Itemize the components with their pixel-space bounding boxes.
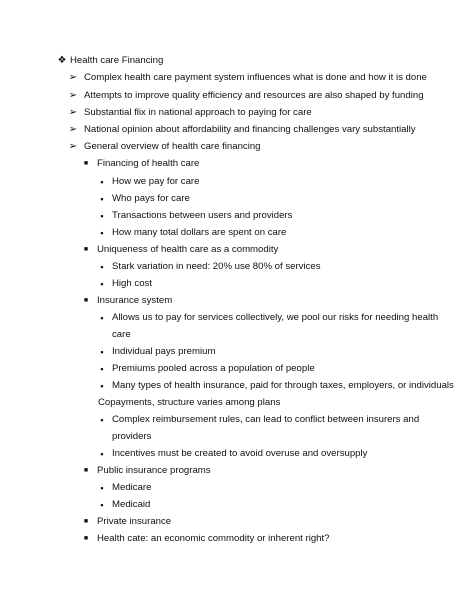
dot-bullet-icon: • [100,364,104,374]
list-item: Complex health care payment system influences what is done and how it is done [84,72,427,83]
list-item: General overview of health care financing [84,141,261,152]
list-item: Complex reimbursement rules, can lead to conflict between insurers and [112,414,420,425]
arrow-bullet-icon: ➢ [68,141,78,152]
list-item: Private insurance [97,516,172,527]
dot-bullet-icon: • [100,313,104,323]
dot-bullet-icon: • [100,194,104,204]
list-item: High cost [112,278,152,289]
arrow-bullet-icon: ➢ [68,107,78,118]
list-item: Uniqueness of health care as a commodity [97,244,279,255]
square-bullet-icon: ■ [83,160,89,167]
diamond-bullet-icon: ❖ [57,55,67,66]
list-item: Medicaid [112,499,151,510]
list-item: Medicare [112,482,152,493]
list-item: Allows us to pay for services collectively, we pool our risks for needing health [112,312,439,323]
dot-bullet-icon: • [100,415,104,425]
list-item: Premiums pooled across a population of people [112,363,315,374]
dot-bullet-icon: • [100,177,104,187]
list-item: Substantial flix in national approach to paying for care [84,107,312,118]
dot-bullet-icon: • [100,449,104,459]
dot-bullet-icon: • [100,347,104,357]
dot-bullet-icon: • [100,483,104,493]
list-item: Financing of health care [97,158,200,169]
arrow-bullet-icon: ➢ [68,72,78,83]
dot-bullet-icon: • [100,262,104,272]
list-item: Stark variation in need: 20% use 80% of services [112,261,321,272]
square-bullet-icon: ■ [83,467,89,474]
list-item: Health cate: an economic commodity or inherent right? [97,533,330,544]
arrow-bullet-icon: ➢ [68,124,78,135]
dot-bullet-icon: • [100,228,104,238]
list-item: How we pay for care [112,176,200,187]
heading-health-care-financing: Health care Financing [70,55,164,66]
list-item: Insurance system [97,295,173,306]
list-item: National opinion about affordability and financing challenges vary substantially [84,124,416,135]
list-item-continuation: providers [112,431,152,442]
list-item-continuation: care [112,329,131,340]
dot-bullet-icon: • [100,211,104,221]
square-bullet-icon: ■ [83,518,89,525]
list-item: Attempts to improve quality efficiency and resources are also shaped by funding [84,90,424,101]
square-bullet-icon: ■ [83,297,89,304]
list-item-continuation: Copayments, structure varies among plans [98,397,281,408]
square-bullet-icon: ■ [83,246,89,253]
dot-bullet-icon: • [100,381,104,391]
list-item: Transactions between users and providers [112,210,293,221]
list-item: Incentives must be created to avoid overuse and oversupply [112,448,368,459]
list-item: Public insurance programs [97,465,211,476]
dot-bullet-icon: • [100,500,104,510]
list-item: Individual pays premium [112,346,216,357]
dot-bullet-icon: • [100,279,104,289]
list-item: How many total dollars are spent on care [112,227,287,238]
list-item: Many types of health insurance, paid for through taxes, employers, or individuals [112,380,454,391]
arrow-bullet-icon: ➢ [68,90,78,101]
square-bullet-icon: ■ [83,535,89,542]
list-item: Who pays for care [112,193,190,204]
